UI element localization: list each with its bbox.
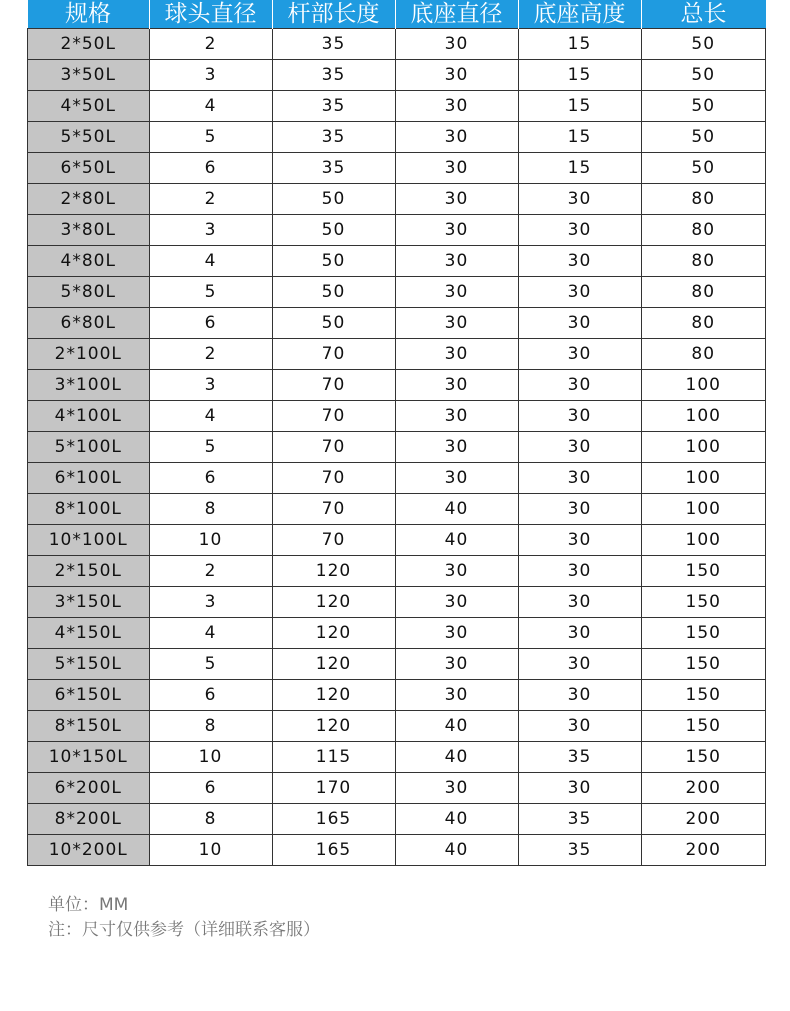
cell-base-height: 15 <box>518 91 641 122</box>
cell-shaft-length: 35 <box>272 60 395 91</box>
table-row <box>28 649 766 680</box>
cell-base-height: 35 <box>518 835 641 866</box>
cell-shaft-length: 165 <box>272 804 395 835</box>
cell-base-height: 30 <box>518 463 641 494</box>
cell-total-length: 150 <box>641 587 766 618</box>
cell-spec: 6*200L <box>28 773 150 804</box>
cell-spec: 10*100L <box>28 525 150 556</box>
cell-spec: 2*80L <box>28 184 150 215</box>
cell-base-diameter: 30 <box>395 370 518 401</box>
cell-total-length: 150 <box>641 742 766 773</box>
table-row <box>28 494 766 525</box>
cell-shaft-length: 70 <box>272 370 395 401</box>
cell-base-height: 15 <box>518 29 641 60</box>
table-row <box>28 804 766 835</box>
cell-base-height: 30 <box>518 525 641 556</box>
cell-shaft-length: 50 <box>272 184 395 215</box>
cell-ball-diameter: 6 <box>149 773 272 804</box>
cell-shaft-length: 120 <box>272 711 395 742</box>
cell-spec: 4*150L <box>28 618 150 649</box>
cell-shaft-length: 70 <box>272 339 395 370</box>
table-row <box>28 525 766 556</box>
cell-base-height: 30 <box>518 215 641 246</box>
cell-ball-diameter: 6 <box>149 153 272 184</box>
cell-spec: 5*80L <box>28 277 150 308</box>
cell-base-diameter: 40 <box>395 804 518 835</box>
cell-base-height: 30 <box>518 618 641 649</box>
spec-table <box>27 0 766 866</box>
cell-base-height: 30 <box>518 277 641 308</box>
cell-base-height: 30 <box>518 773 641 804</box>
table-row <box>28 370 766 401</box>
cell-base-diameter: 30 <box>395 184 518 215</box>
cell-base-diameter: 40 <box>395 494 518 525</box>
cell-ball-diameter: 2 <box>149 556 272 587</box>
cell-spec: 2*100L <box>28 339 150 370</box>
cell-base-height: 30 <box>518 711 641 742</box>
cell-total-length: 50 <box>641 29 766 60</box>
table-row <box>28 711 766 742</box>
cell-total-length: 100 <box>641 494 766 525</box>
cell-shaft-length: 70 <box>272 525 395 556</box>
cell-total-length: 150 <box>641 649 766 680</box>
table-body <box>28 29 766 866</box>
cell-spec: 2*150L <box>28 556 150 587</box>
cell-base-diameter: 40 <box>395 835 518 866</box>
cell-base-diameter: 30 <box>395 246 518 277</box>
cell-base-height: 30 <box>518 680 641 711</box>
cell-base-diameter: 40 <box>395 742 518 773</box>
cell-base-height: 15 <box>518 60 641 91</box>
cell-spec: 6*100L <box>28 463 150 494</box>
cell-ball-diameter: 6 <box>149 680 272 711</box>
unit-note: 单位：MM <box>48 895 129 915</box>
cell-shaft-length: 120 <box>272 587 395 618</box>
table-row <box>28 91 766 122</box>
cell-ball-diameter: 10 <box>149 835 272 866</box>
cell-base-diameter: 30 <box>395 649 518 680</box>
cell-total-length: 50 <box>641 91 766 122</box>
header-base-height: 底座高度 <box>518 0 641 29</box>
cell-shaft-length: 120 <box>272 556 395 587</box>
cell-shaft-length: 120 <box>272 680 395 711</box>
cell-ball-diameter: 3 <box>149 60 272 91</box>
cell-ball-diameter: 4 <box>149 401 272 432</box>
cell-shaft-length: 70 <box>272 494 395 525</box>
cell-ball-diameter: 4 <box>149 246 272 277</box>
cell-ball-diameter: 8 <box>149 711 272 742</box>
cell-base-diameter: 30 <box>395 773 518 804</box>
cell-total-length: 100 <box>641 525 766 556</box>
cell-base-diameter: 40 <box>395 525 518 556</box>
cell-ball-diameter: 2 <box>149 29 272 60</box>
table-row <box>28 153 766 184</box>
cell-base-diameter: 30 <box>395 463 518 494</box>
cell-spec: 6*150L <box>28 680 150 711</box>
cell-shaft-length: 35 <box>272 153 395 184</box>
cell-total-length: 150 <box>641 711 766 742</box>
cell-shaft-length: 50 <box>272 246 395 277</box>
cell-base-diameter: 30 <box>395 277 518 308</box>
cell-base-height: 30 <box>518 432 641 463</box>
cell-shaft-length: 115 <box>272 742 395 773</box>
cell-base-height: 30 <box>518 184 641 215</box>
cell-shaft-length: 35 <box>272 29 395 60</box>
cell-spec: 4*80L <box>28 246 150 277</box>
table-row <box>28 29 766 60</box>
cell-ball-diameter: 3 <box>149 587 272 618</box>
cell-ball-diameter: 4 <box>149 618 272 649</box>
cell-base-height: 30 <box>518 494 641 525</box>
cell-total-length: 100 <box>641 463 766 494</box>
cell-base-diameter: 30 <box>395 618 518 649</box>
table-row <box>28 680 766 711</box>
cell-total-length: 50 <box>641 153 766 184</box>
cell-total-length: 150 <box>641 680 766 711</box>
table-row <box>28 308 766 339</box>
cell-ball-diameter: 5 <box>149 277 272 308</box>
cell-ball-diameter: 5 <box>149 649 272 680</box>
cell-shaft-length: 70 <box>272 432 395 463</box>
cell-spec: 2*50L <box>28 29 150 60</box>
cell-total-length: 150 <box>641 556 766 587</box>
table-row <box>28 432 766 463</box>
table-row <box>28 401 766 432</box>
cell-ball-diameter: 2 <box>149 339 272 370</box>
cell-base-height: 15 <box>518 122 641 153</box>
cell-total-length: 50 <box>641 122 766 153</box>
cell-base-height: 30 <box>518 339 641 370</box>
table-row <box>28 773 766 804</box>
cell-spec: 5*100L <box>28 432 150 463</box>
cell-base-diameter: 30 <box>395 680 518 711</box>
cell-shaft-length: 170 <box>272 773 395 804</box>
cell-ball-diameter: 3 <box>149 215 272 246</box>
table-row <box>28 742 766 773</box>
cell-ball-diameter: 5 <box>149 122 272 153</box>
cell-base-height: 30 <box>518 649 641 680</box>
cell-spec: 8*200L <box>28 804 150 835</box>
cell-shaft-length: 35 <box>272 122 395 153</box>
header-row <box>28 0 766 29</box>
cell-base-diameter: 30 <box>395 339 518 370</box>
cell-spec: 10*200L <box>28 835 150 866</box>
cell-spec: 10*150L <box>28 742 150 773</box>
cell-total-length: 100 <box>641 370 766 401</box>
cell-shaft-length: 35 <box>272 91 395 122</box>
cell-ball-diameter: 6 <box>149 463 272 494</box>
table-row <box>28 277 766 308</box>
table-row <box>28 587 766 618</box>
cell-shaft-length: 50 <box>272 308 395 339</box>
cell-base-height: 15 <box>518 153 641 184</box>
cell-ball-diameter: 10 <box>149 525 272 556</box>
cell-total-length: 150 <box>641 618 766 649</box>
cell-ball-diameter: 8 <box>149 804 272 835</box>
cell-total-length: 80 <box>641 215 766 246</box>
cell-spec: 3*50L <box>28 60 150 91</box>
cell-spec: 8*150L <box>28 711 150 742</box>
cell-spec: 3*80L <box>28 215 150 246</box>
table-row <box>28 835 766 866</box>
cell-shaft-length: 165 <box>272 835 395 866</box>
cell-base-height: 35 <box>518 742 641 773</box>
cell-shaft-length: 50 <box>272 277 395 308</box>
notes <box>48 893 320 943</box>
cell-total-length: 200 <box>641 773 766 804</box>
cell-ball-diameter: 3 <box>149 370 272 401</box>
header-total-length: 总长 <box>641 0 766 29</box>
cell-total-length: 80 <box>641 339 766 370</box>
cell-spec: 8*100L <box>28 494 150 525</box>
cell-total-length: 200 <box>641 835 766 866</box>
cell-base-diameter: 40 <box>395 711 518 742</box>
cell-total-length: 80 <box>641 246 766 277</box>
header-shaft-length: 杆部长度 <box>272 0 395 29</box>
cell-spec: 5*150L <box>28 649 150 680</box>
cell-total-length: 100 <box>641 432 766 463</box>
header-base-diameter: 底座直径 <box>395 0 518 29</box>
cell-base-height: 30 <box>518 587 641 618</box>
cell-ball-diameter: 6 <box>149 308 272 339</box>
cell-ball-diameter: 2 <box>149 184 272 215</box>
cell-base-height: 35 <box>518 804 641 835</box>
table-row <box>28 122 766 153</box>
cell-base-diameter: 30 <box>395 308 518 339</box>
cell-base-diameter: 30 <box>395 587 518 618</box>
cell-base-diameter: 30 <box>395 215 518 246</box>
table-row <box>28 463 766 494</box>
cell-shaft-length: 120 <box>272 618 395 649</box>
cell-spec: 6*50L <box>28 153 150 184</box>
cell-base-diameter: 30 <box>395 91 518 122</box>
cell-total-length: 200 <box>641 804 766 835</box>
cell-shaft-length: 70 <box>272 401 395 432</box>
cell-base-diameter: 30 <box>395 432 518 463</box>
cell-base-diameter: 30 <box>395 60 518 91</box>
cell-total-length: 100 <box>641 401 766 432</box>
cell-base-diameter: 30 <box>395 153 518 184</box>
cell-base-diameter: 30 <box>395 122 518 153</box>
header-spec: 规格 <box>28 0 150 29</box>
cell-ball-diameter: 4 <box>149 91 272 122</box>
cell-total-length: 80 <box>641 308 766 339</box>
remark-note: 注：尺寸仅供参考（详细联系客服） <box>48 920 320 940</box>
cell-base-diameter: 30 <box>395 556 518 587</box>
table-row <box>28 246 766 277</box>
cell-base-diameter: 30 <box>395 29 518 60</box>
cell-base-height: 30 <box>518 401 641 432</box>
cell-ball-diameter: 10 <box>149 742 272 773</box>
cell-shaft-length: 70 <box>272 463 395 494</box>
cell-shaft-length: 50 <box>272 215 395 246</box>
cell-base-diameter: 30 <box>395 401 518 432</box>
cell-ball-diameter: 5 <box>149 432 272 463</box>
table-row <box>28 184 766 215</box>
table-row <box>28 556 766 587</box>
table-row <box>28 215 766 246</box>
cell-ball-diameter: 8 <box>149 494 272 525</box>
cell-base-height: 30 <box>518 246 641 277</box>
cell-base-height: 30 <box>518 308 641 339</box>
cell-spec: 3*150L <box>28 587 150 618</box>
cell-spec: 4*50L <box>28 91 150 122</box>
cell-spec: 3*100L <box>28 370 150 401</box>
cell-total-length: 80 <box>641 184 766 215</box>
cell-total-length: 50 <box>641 60 766 91</box>
table-row <box>28 618 766 649</box>
cell-spec: 4*100L <box>28 401 150 432</box>
cell-base-height: 30 <box>518 370 641 401</box>
cell-spec: 6*80L <box>28 308 150 339</box>
header-ball-diameter: 球头直径 <box>149 0 272 29</box>
cell-total-length: 80 <box>641 277 766 308</box>
table-row <box>28 60 766 91</box>
table-row <box>28 339 766 370</box>
cell-spec: 5*50L <box>28 122 150 153</box>
cell-base-height: 30 <box>518 556 641 587</box>
cell-shaft-length: 120 <box>272 649 395 680</box>
